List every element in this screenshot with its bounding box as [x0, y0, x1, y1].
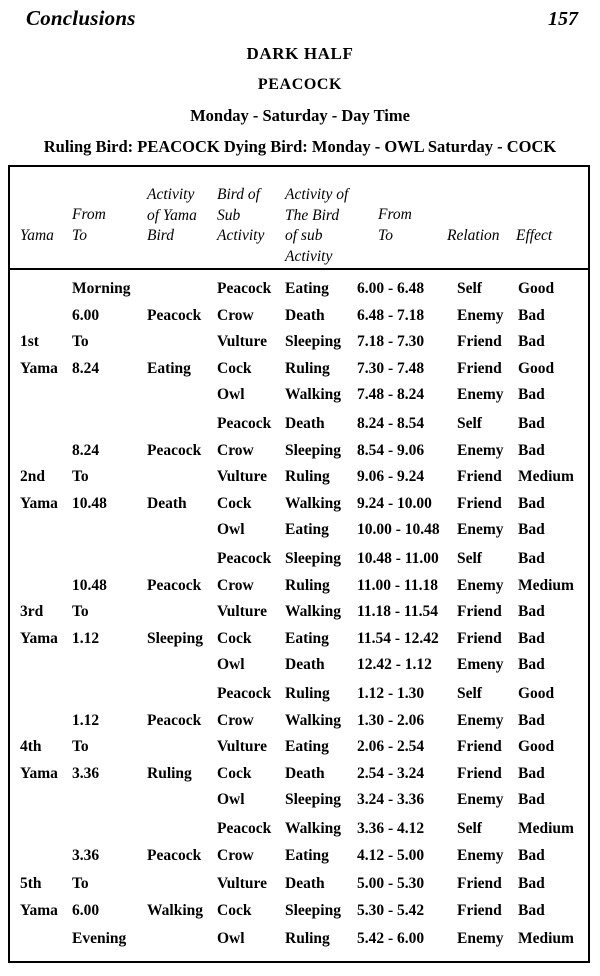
- time-range: 4.12 - 5.00: [357, 847, 425, 865]
- table-row: [10, 356, 588, 383]
- time-range: 9.06 - 9.24: [357, 468, 425, 485]
- table-row: [10, 464, 588, 491]
- yama-ordinal: 5th: [20, 874, 42, 892]
- sub-activity: Ruling: [285, 576, 330, 594]
- relation: Self: [457, 685, 482, 702]
- time-range: 8.24 - 8.54: [357, 415, 425, 432]
- sub-activity: Sleeping: [285, 333, 341, 350]
- heading-group: [0, 44, 600, 157]
- time-range: 9.24 - 10.00: [357, 494, 432, 512]
- sub-bird: Crow: [217, 847, 254, 865]
- relation: Friend: [457, 629, 502, 647]
- column-header-effect: Effect: [516, 227, 553, 244]
- time-range: 7.48 - 8.24: [357, 386, 425, 403]
- yama-bird: Peacock: [147, 306, 202, 324]
- yama-ordinal: 1st: [20, 333, 39, 350]
- effect: Medium: [518, 929, 574, 947]
- time-range: 5.42 - 6.00: [357, 929, 425, 947]
- sub-activity: Ruling: [285, 359, 330, 377]
- yama-bird: Peacock: [147, 847, 202, 865]
- sub-activity: Eating: [285, 629, 329, 647]
- sub-activity: Ruling: [285, 468, 330, 485]
- heading-days-time: Monday - Saturday - Day Time: [190, 106, 410, 125]
- yama-ordinal: 4th: [20, 738, 42, 755]
- sub-bird: Vulture: [217, 874, 267, 892]
- heading-ruling-dying-bird: Ruling Bird: PEACOCK Dying Bird: Monday - OWL Saturday - COCK: [43, 137, 557, 156]
- sub-activity: Sleeping: [285, 902, 341, 920]
- time-range: 11.54 - 12.42: [357, 629, 439, 647]
- yama-from-to: 1.12: [72, 629, 100, 647]
- table-row: [10, 734, 588, 761]
- table-row: [10, 871, 588, 898]
- sub-activity: Sleeping: [285, 791, 341, 808]
- sub-bird: Peacock: [217, 820, 272, 837]
- time-range: 12.42 - 1.12: [357, 656, 432, 673]
- effect: Bad: [518, 333, 545, 350]
- yama-activity: Ruling: [147, 764, 192, 782]
- time-range: 7.30 - 7.48: [357, 359, 425, 377]
- time-range: 5.30 - 5.42: [357, 902, 425, 920]
- yama-block: [10, 816, 588, 956]
- yama-block: [10, 546, 588, 681]
- table-row: [10, 626, 588, 653]
- relation: Enemy: [457, 929, 504, 947]
- time-range: 3.24 - 3.36: [357, 791, 425, 808]
- page-number: 157: [548, 8, 578, 30]
- relation: Enemy: [457, 306, 504, 324]
- sub-activity: Ruling: [285, 929, 330, 947]
- table-row: [10, 329, 588, 356]
- relation: Enemy: [457, 847, 504, 865]
- relation: Friend: [457, 494, 502, 512]
- time-range: 1.12 - 1.30: [357, 685, 425, 702]
- column-header-relation: Relation: [447, 227, 500, 244]
- running-head: [26, 6, 578, 34]
- yama-bird: Peacock: [147, 441, 202, 459]
- time-range: 8.54 - 9.06: [357, 441, 425, 459]
- table-row: [10, 681, 588, 708]
- column-header-yama: Yama: [20, 227, 54, 244]
- time-range: 7.18 - 7.30: [357, 333, 425, 350]
- relation: Self: [457, 415, 482, 432]
- sub-activity: Eating: [285, 280, 329, 297]
- effect: Bad: [518, 874, 545, 892]
- relation: Self: [457, 550, 482, 567]
- sub-bird: Vulture: [217, 333, 267, 350]
- time-range: 1.30 - 2.06: [357, 711, 425, 729]
- sub-activity: Death: [285, 656, 325, 673]
- column-header-yama-activity: Activity of Yama Bird: [147, 186, 197, 244]
- relation: Friend: [457, 738, 502, 755]
- time-range: 6.00 - 6.48: [357, 280, 425, 297]
- yama-from-to: To: [72, 738, 89, 755]
- table-row: [10, 276, 588, 303]
- sub-activity: Death: [285, 764, 325, 782]
- column-header-from-to-2: From To: [378, 206, 412, 244]
- sub-bird: Cock: [217, 902, 252, 920]
- time-range: 2.54 - 3.24: [357, 764, 425, 782]
- yama-activity: Sleeping: [147, 629, 203, 647]
- effect: Good: [518, 280, 555, 297]
- sub-activity: Ruling: [285, 685, 330, 702]
- table-row: [10, 898, 588, 925]
- column-header-sub-activity: Activity of The Bird of sub Activity: [285, 186, 349, 265]
- sub-bird: Cock: [217, 764, 252, 782]
- sub-activity: Death: [285, 874, 325, 892]
- effect: Bad: [518, 764, 545, 782]
- sub-bird: Cock: [217, 359, 252, 377]
- table-row: [10, 517, 588, 544]
- sub-bird: Owl: [217, 386, 245, 403]
- page-title: Conclusions: [26, 6, 136, 30]
- table-body: [10, 270, 588, 956]
- relation: Friend: [457, 468, 502, 485]
- time-range: 5.00 - 5.30: [357, 874, 425, 892]
- sub-bird: Owl: [217, 521, 245, 538]
- yama-word: Yama: [20, 764, 58, 782]
- sub-activity: Death: [285, 415, 325, 432]
- table-row: [10, 843, 588, 870]
- sub-bird: Crow: [217, 441, 254, 459]
- yama-from-to: 1.12: [72, 711, 100, 729]
- yama-activity: Eating: [147, 359, 191, 377]
- relation: Friend: [457, 764, 502, 782]
- yama-block: [10, 681, 588, 816]
- relation: Friend: [457, 603, 502, 620]
- sub-activity: Eating: [285, 521, 329, 538]
- relation: Self: [457, 280, 482, 297]
- effect: Bad: [518, 902, 545, 920]
- yama-from-to: To: [72, 333, 89, 350]
- time-range: 11.00 - 11.18: [357, 576, 438, 594]
- effect: Good: [518, 359, 555, 377]
- sub-activity: Walking: [285, 711, 341, 729]
- effect: Bad: [518, 415, 545, 432]
- effect: Bad: [518, 306, 545, 324]
- relation: Emeny: [457, 656, 504, 673]
- relation: Enemy: [457, 441, 504, 459]
- table-row: [10, 411, 588, 438]
- sub-bird: Cock: [217, 494, 252, 512]
- sub-bird: Owl: [217, 791, 245, 808]
- sub-bird: Peacock: [217, 280, 272, 297]
- table-row: [10, 599, 588, 626]
- effect: Bad: [518, 847, 545, 865]
- effect: Bad: [518, 521, 545, 538]
- effect: Bad: [518, 494, 545, 512]
- effect: Medium: [518, 820, 574, 837]
- sub-bird: Crow: [217, 576, 254, 594]
- yama-from-to: 8.24: [72, 359, 100, 377]
- sub-activity: Walking: [285, 494, 341, 512]
- table-row: [10, 491, 588, 518]
- yama-from-to: Morning: [72, 280, 131, 297]
- table-row: [10, 708, 588, 735]
- table-row: [10, 303, 588, 330]
- relation: Self: [457, 820, 482, 837]
- yama-word: Yama: [20, 359, 58, 377]
- table-row: [10, 761, 588, 788]
- table-row: [10, 816, 588, 843]
- sub-bird: Vulture: [217, 468, 267, 485]
- relation: Enemy: [457, 521, 504, 538]
- yama-from-to: To: [72, 874, 89, 892]
- yama-ordinal: 2nd: [20, 468, 45, 485]
- sub-activity: Walking: [285, 820, 341, 837]
- sub-bird: Owl: [217, 656, 245, 673]
- sub-activity: Walking: [285, 386, 341, 403]
- relation: Enemy: [457, 791, 504, 808]
- relation: Friend: [457, 333, 502, 350]
- time-range: 3.36 - 4.12: [357, 820, 425, 837]
- effect: Bad: [518, 656, 545, 673]
- relation: Friend: [457, 874, 502, 892]
- time-range: 10.48 - 11.00: [357, 550, 439, 567]
- effect: Bad: [518, 791, 545, 808]
- time-range: 11.18 - 11.54: [357, 603, 438, 620]
- effect: Bad: [518, 629, 545, 647]
- yama-from-to: 6.00: [72, 902, 100, 920]
- time-range: 2.06 - 2.54: [357, 738, 425, 755]
- sub-bird: Crow: [217, 306, 254, 324]
- yama-from-to: 8.24: [72, 441, 100, 459]
- table-row: [10, 787, 588, 814]
- sub-activity: Sleeping: [285, 550, 341, 567]
- yama-from-to: 10.48: [72, 576, 107, 594]
- yama-activity: Death: [147, 494, 187, 512]
- sub-activity: Eating: [285, 847, 329, 865]
- yama-from-to: 3.36: [72, 764, 100, 782]
- sub-bird: Peacock: [217, 685, 272, 702]
- table-row: [10, 382, 588, 409]
- yama-from-to: To: [72, 468, 89, 485]
- sub-activity: Eating: [285, 738, 329, 755]
- column-header-from-to: From To: [72, 206, 106, 244]
- yama-from-to: To: [72, 603, 89, 620]
- sub-bird: Crow: [217, 711, 254, 729]
- yama-word: Yama: [20, 629, 58, 647]
- effect: Bad: [518, 711, 545, 729]
- table-row: [10, 926, 588, 953]
- yama-from-to: 10.48: [72, 494, 107, 512]
- yama-ordinal: 3rd: [20, 603, 44, 620]
- heading-ruling-bird-name: PEACOCK: [257, 76, 343, 93]
- time-range: 10.00 - 10.48: [357, 521, 440, 538]
- yama-bird: Peacock: [147, 711, 202, 729]
- relation: Enemy: [457, 576, 504, 594]
- yama-from-to: 6.00: [72, 306, 100, 324]
- effect: Good: [518, 738, 555, 755]
- effect: Medium: [518, 468, 574, 485]
- effect: Bad: [518, 603, 545, 620]
- relation: Enemy: [457, 386, 504, 403]
- yama-word: Yama: [20, 902, 58, 920]
- effect: Bad: [518, 441, 545, 459]
- column-header-sub-bird: Bird of Sub Activity: [217, 186, 265, 244]
- time-range: 6.48 - 7.18: [357, 306, 425, 324]
- sub-bird: Vulture: [217, 603, 267, 620]
- table-header-row: [10, 167, 588, 270]
- yama-block: [10, 276, 588, 411]
- sub-bird: Peacock: [217, 415, 272, 432]
- yama-bird: Peacock: [147, 576, 202, 594]
- table-row: [10, 573, 588, 600]
- effect: Medium: [518, 576, 574, 594]
- yama-table: [8, 165, 590, 963]
- table-row: [10, 652, 588, 679]
- effect: Bad: [518, 550, 545, 567]
- relation: Friend: [457, 902, 502, 920]
- effect: Good: [518, 685, 555, 702]
- relation: Enemy: [457, 711, 504, 729]
- effect: Bad: [518, 386, 545, 403]
- sub-bird: Cock: [217, 629, 252, 647]
- sub-activity: Death: [285, 306, 325, 324]
- heading-dark-half: DARK HALF: [246, 44, 354, 63]
- yama-block: [10, 411, 588, 546]
- yama-from-to: Evening: [72, 929, 127, 947]
- table-row: [10, 546, 588, 573]
- sub-bird: Owl: [217, 929, 245, 947]
- sub-activity: Walking: [285, 603, 341, 620]
- yama-from-to: 3.36: [72, 847, 100, 865]
- sub-bird: Vulture: [217, 738, 267, 755]
- yama-activity: Walking: [147, 902, 203, 920]
- relation: Friend: [457, 359, 502, 377]
- table-row: [10, 438, 588, 465]
- sub-bird: Peacock: [217, 550, 272, 567]
- sub-activity: Sleeping: [285, 441, 341, 459]
- yama-word: Yama: [20, 494, 58, 512]
